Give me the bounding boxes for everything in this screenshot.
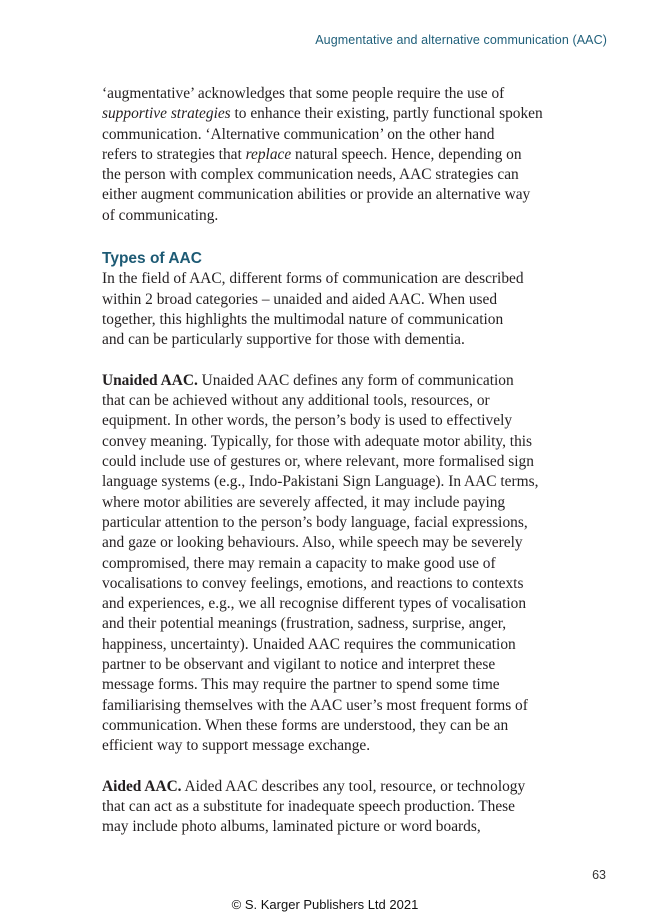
text-fragment: the person with complex communication needs, AAC strategies can xyxy=(102,166,519,184)
text-line: language systems (e.g., Indo-Pakistani Sign Language). In AAC terms, xyxy=(102,473,539,491)
italic-term-replace: replace xyxy=(245,145,292,163)
text-fragment: Aided AAC describes any tool, resource, or technology xyxy=(184,777,526,795)
body-text xyxy=(102,84,572,838)
text-line: that can be achieved without any additional tools, resources, or xyxy=(102,392,490,410)
text-fragment: either augment communication abilities or provide an alternative way xyxy=(102,186,531,204)
text-line: particular attention to the person’s body language, facial expressions, xyxy=(102,513,528,531)
paragraph-spacer xyxy=(102,757,572,777)
text-fragment: communication. ‘Alternative communication’ on the other hand xyxy=(102,125,495,143)
paragraph-unaided-aac xyxy=(102,371,572,757)
text-line: efficient way to support message exchange. xyxy=(102,737,371,755)
text-fragment: refers to strategies that xyxy=(102,145,242,163)
text-line: that can act as a substitute for inadequate speech production. These xyxy=(102,798,515,816)
text-line: communication. When these forms are understood, they can be an xyxy=(102,716,509,734)
copyright-notice: © S. Karger Publishers Ltd 2021 xyxy=(231,897,419,912)
paragraph-aided-aac xyxy=(102,777,572,838)
paragraph-spacer xyxy=(102,351,572,371)
paragraph-spacer xyxy=(102,226,572,246)
text-line: partner to be observant and vigilant to notice and interpret these xyxy=(102,656,496,674)
text-line: happiness, uncertainty). Unaided AAC requires the communication xyxy=(102,635,516,653)
text-line: may include photo albums, laminated picture or word boards, xyxy=(102,818,481,836)
text-line: could include use of gestures or, where relevant, more formalised sign xyxy=(102,453,534,471)
text-line: compromised, there may remain a capacity to make good use of xyxy=(102,554,496,572)
page-number: 63 xyxy=(592,868,606,882)
text-line xyxy=(102,84,572,104)
italic-term-supportive-strategies: supportive strategies xyxy=(102,105,231,123)
run-in-heading-aided-aac: Aided AAC. xyxy=(102,777,182,795)
text-line: and can be particularly supportive for those with dementia. xyxy=(102,331,465,349)
text-line xyxy=(102,104,572,124)
text-line: convey meaning. Typically, for those with adequate motor ability, this xyxy=(102,432,533,450)
text-line: message forms. This may require the partner to spend some time xyxy=(102,676,500,694)
text-fragment: Unaided AAC defines any form of communication xyxy=(201,371,514,389)
text-line xyxy=(102,125,572,145)
text-line xyxy=(102,145,572,165)
section-heading-types-of-aac: Types of AAC xyxy=(102,250,202,268)
text-fragment: ‘augmentative’ acknowledges that some people require the use of xyxy=(102,85,505,102)
text-line: together, this highlights the multimodal nature of communication xyxy=(102,310,504,328)
text-line xyxy=(102,165,572,185)
paragraph-augmentative xyxy=(102,84,572,226)
text-line: and gaze or looking behaviours. Also, while speech may be severely xyxy=(102,534,523,552)
paragraph-types-intro xyxy=(102,269,572,350)
text-fragment: natural speech. Hence, depending on xyxy=(295,145,522,163)
text-line xyxy=(102,185,572,205)
text-line: within 2 broad categories – unaided and aided AAC. When used xyxy=(102,290,498,308)
text-line: and their potential meanings (frustration, sadness, surprise, anger, xyxy=(102,615,507,633)
text-line: familiarising themselves with the AAC user’s most frequent forms of xyxy=(102,696,528,714)
text-line xyxy=(102,206,572,226)
text-fragment: to enhance their existing, partly functional spoken xyxy=(234,105,543,123)
text-line: and experiences, e.g., we all recognise different types of vocalisation xyxy=(102,595,527,613)
run-in-heading-unaided-aac: Unaided AAC. xyxy=(102,371,198,389)
text-line: In the field of AAC, different forms of communication are described xyxy=(102,270,524,288)
text-line: vocalisations to convey feelings, emotions, and reactions to contexts xyxy=(102,574,524,592)
running-header: Augmentative and alternative communication (AAC) xyxy=(315,33,607,47)
text-line xyxy=(102,777,572,797)
text-line xyxy=(102,371,572,391)
text-fragment: of communicating. xyxy=(102,206,219,224)
text-line: equipment. In other words, the person’s body is used to effectively xyxy=(102,412,513,430)
text-line: where motor abilities are severely affected, it may include paying xyxy=(102,493,506,511)
